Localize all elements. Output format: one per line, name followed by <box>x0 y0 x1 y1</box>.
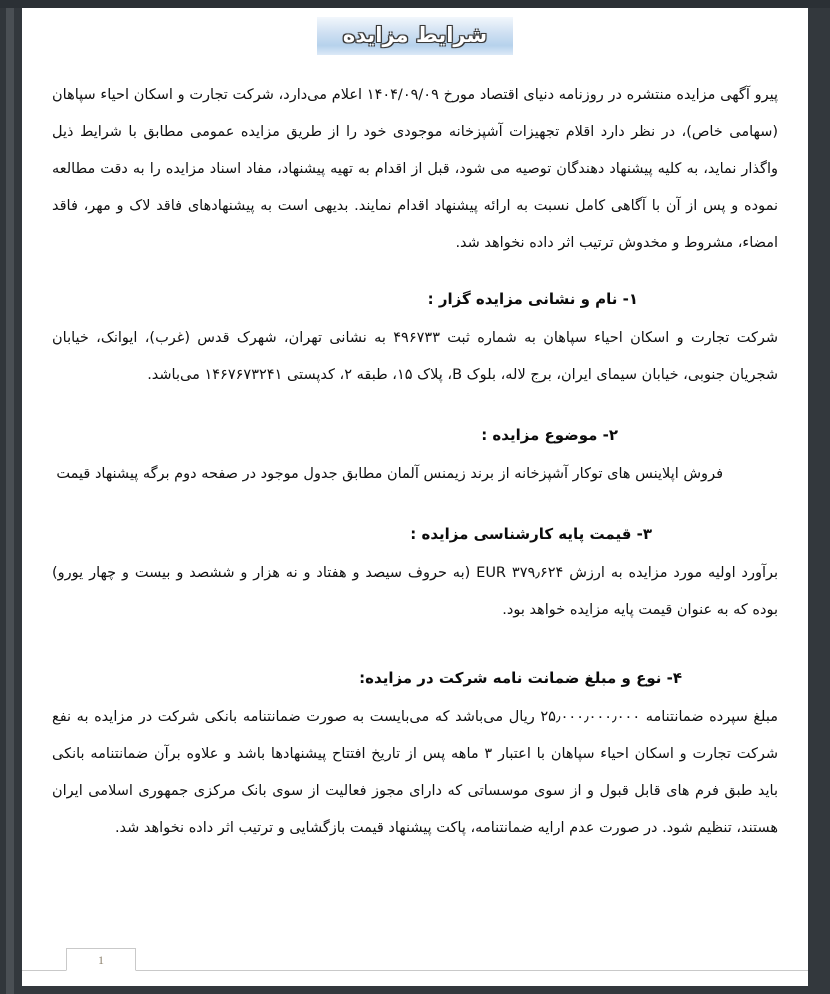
section-guarantee <box>52 663 778 847</box>
section-1-body: شرکت تجارت و اسکان احیاء سپاهان به شماره ثبت ۴۹۶۷۳۳ به نشانی تهران، شهرک قدس (غرب)، ایوانک، خیابان شجریان جنوبی، خیابان سیمای ایران، برج لاله، بلوک B، پلاک ۱۵، طبقه ۲، کدپستی ۱۴۶۷۶۷۳۲۴۱ می‌باشد. <box>52 330 778 384</box>
document-page <box>22 8 808 948</box>
page-content <box>22 8 808 851</box>
section-3-heading: ۳- قیمت پایه کارشناسی مزایده : <box>410 525 652 543</box>
section-3-body: برآورد اولیه مورد مزایده به ارزش ۳۷۹٫۶۲۴ EUR (به حروف سیصد و هفتاد و نه هزار و ششصد و بیست و چهار یورو) بوده که به عنوان قیمت پایه مزایده خواهد بود. <box>52 565 779 618</box>
spacer <box>52 497 778 519</box>
section-auction-subject <box>52 420 778 493</box>
section-name-and-address <box>52 284 778 394</box>
spacer <box>52 262 778 284</box>
section-4-body: مبلغ سپرده ضمانتنامه ۲۵٫۰۰۰٫۰۰۰٫۰۰۰ ریال می‌باشد که می‌بایست به صورت ضمانتنامه بانکی شرکت در مزایده به نفع شرکت تجارت و اسکان احیاء سپاهان با اعتبار ۳ ماهه پس از تاریخ افتتاح پیشنهادها باشد و علاوه برآن ضمانتنامه بانکی باید طبق فرم های قابل قبول و از سوی موسساتی که دارای مجوز فعالیت از سوی بانک مرکزی جمهوری اسلامی ایران هستند، تنظیم شود. در صورت عدم ارایه ضمانتنامه، پاکت پیشنهاد قیمت بازگشایی و ترتیب اثر داده نخواهد شد. <box>52 708 778 836</box>
spacer <box>52 633 778 663</box>
section-1-heading: ۱- نام و نشانی مزایده گزار : <box>427 290 638 309</box>
section-2-body: فروش اپلاینس های توکار آشپزخانه از برند زیمنس آلمان مطابق جدول موجود در صفحه دوم برگه پیشنهاد قیمت <box>56 466 723 483</box>
page-title: شرایط مزایده <box>317 17 513 55</box>
footer-divider <box>22 970 808 971</box>
page-number-tab[interactable]: 1 <box>66 948 136 971</box>
intro-paragraph: پیرو آگهی مزایده منتشره در روزنامه دنیای اقتصاد مورخ ۱۴۰۴/۰۹/۰۹ اعلام می‌دارد، شرکت تجارت و اسکان احیاء سپاهان (سهامی خاص)، در نظر دارد اقلام تجهیزات آشپزخانه موجودی خود را از طریق مزایده عمومی مطابق با شرایط ذیل واگذار نماید، به کلیه پیشنهاد دهندگان توصیه می شود، قبل از اقدام به تهیه پیشنهاد، مفاد اسناد مزایده را به دقت مطالعه نموده و پس از آن با آگاهی کامل نسبت به ارائه پیشنهاد اقدام نمایند. بدیهی است به پیشنهادهای فاقد لاک و مهر، فاقد امضاء، مشروط و مخدوش ترتیب اثر داده نخواهد شد. <box>52 87 778 252</box>
section-2-heading: ۲- موضوع مزایده : <box>481 426 618 445</box>
document-title-banner <box>52 17 778 55</box>
spacer <box>52 398 778 420</box>
page-footer <box>22 948 808 986</box>
section-4-heading: ۴- نوع و مبلغ ضمانت نامه شرکت در مزایده: <box>359 668 682 687</box>
section-base-price <box>52 519 778 629</box>
